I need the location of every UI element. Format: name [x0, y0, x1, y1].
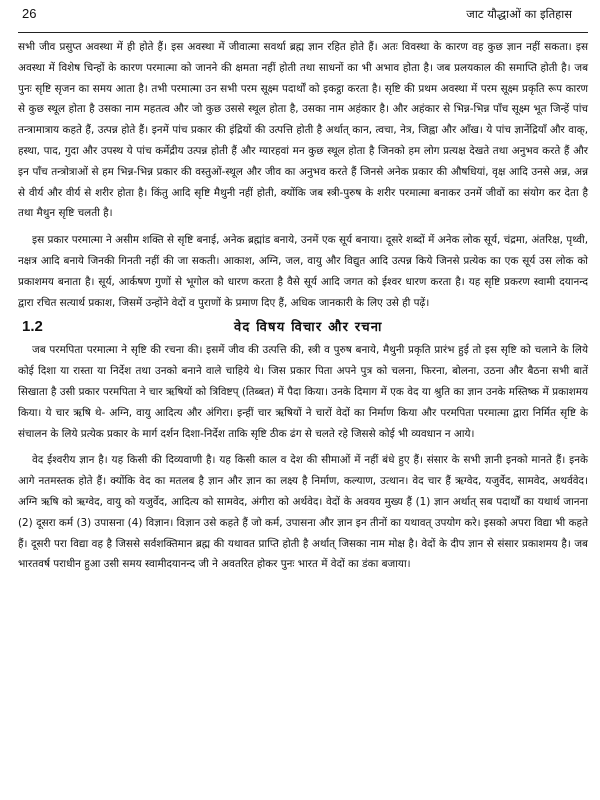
body-paragraph: इस प्रकार परमात्मा ने असीम शक्ति से सृष्टि बनाई, अनेक ब्रह्मांड बनाये, उनमें एक सूर्य बनाया। दूसरे शब्दों में अनेक लोक सूर्य, चंद्रमा, अंतरिक्ष, पृथ्वी, नक्षत्र आदि बनाये जिनकी गिनती नहीं की जा सकती। आकाश, अग्नि, जल, वायु और विद्युत आदि उत्पन्न किये जिनसे प्रत्येक का एक सूर्य उस लोक को प्रकाशमय बनाता है। सूर्य, आर्कषण गुणों से भूगोल को धारण करता है वैसे सूर्य आदि जगत को ईश्वर धारण करता है। यह सृष्टि प्रकरण स्वामी दयानन्द द्वारा रचित सत्यार्थ प्रकाश, जिसमें उन्होंने वेदों व पुराणों के प्रमाण दिए हैं, अधिक जानकारी के लिए उसे ही पढ़ें।	[18, 234, 588, 309]
header-divider	[18, 32, 588, 33]
section-title: वेद विषय विचार और रचना	[234, 320, 383, 336]
page-number: 26	[22, 6, 37, 21]
body-paragraph: वेद ईश्वरीय ज्ञान है। यह किसी की दिव्यवाणी है। यह किसी काल व देश की सीमाओं में नहीं बंधे हुए हैं। संसार के सभी ज्ञानी इनको मानते हैं। इनके आगे नतमस्तक होते हैं। क्योंकि वेद का मतलब है ज्ञान और ज्ञान का लक्ष्य है निर्माण, कल्याण, उत्थान। वेद चार हैं ऋग्वेद, यजुर्वेद, सामवेद, अथर्ववेद। अग्नि ऋषि को ऋग्वेद, वायु को यजुर्वेद, आदित्य को सामवेद, अंगीरा को अर्थवेद। वेदों के अवयव मुख्य हैं (1) ज्ञान अर्थात् सब पदार्थों का यथार्थ जानना (2) दूसरा कर्म (3) उपासना (4) विज्ञान। विज्ञान उसे कहते हैं जो कर्म, उपासना और ज्ञान इन तीनों का यथावत् उपयोग करे। इसको अपरा विद्या भी कहते हैं। दूसरी परा विद्या वह है जिससे सर्वशक्तिमान ब्रह्म की यथावत प्राप्ति होती है अर्थात् जिसका नाम मोक्ष है। वेदों के दीप ज्ञान से संसार प्रकाशमय है। जब भारतवर्ष पराधीन हुआ उसी समय स्वामीदयानन्द जी ने अवतरित होकर पुनः भारत में वेदों का डंका बजाया।	[18, 454, 588, 571]
body-paragraph: सभी जीव प्रसुप्त अवस्था में ही होते हैं। इस अवस्था में जीवात्मा सवर्था ब्रह्म ज्ञान रहित होते हैं। अतः विवस्था के कारण वह कुछ ज्ञान नहीं सकता। इस अवस्था में विशेष चिन्हों के कारण परमात्मा को जानने की क्षमता नहीं होती तथा साधनों का भी अभाव होता है। जब प्रलयकाल की समाप्ति होती है। जब पुनः सृष्टि सृजन का समय आता है। तभी परमात्मा उन सभी परम सूक्ष्म पदार्थों को इकट्ठा करता है। सृष्टि की प्रथम अवस्था में परम सूक्ष्म प्रकृति रूप कारण से कुछ स्थूल होता है उसका नाम महतत्व और जो कुछ उससे स्थूल होता है, उसका नाम अहंकार है। और अहंकार से भिन्न-भिन्न पाँच सूक्ष्म भूत जिन्हें पांच तन्त्रामात्राय कहते हैं, उत्पन्न होते हैं। इनमें पांच प्रकार की इंद्रियों की उत्पत्ति होती है अर्थात् कान, त्वचा, नेत्र, जिह्वा और आँख। ये पांच ज्ञानेंद्रियाँ और वाक्, हस्था, पाद, गुदा और उपस्थ ये पांच कर्मेद्रीय उत्पन्न होती हैं और ग्यारहवां मन कुछ स्थूल होता है जिनको हम लोग प्रत्यक्ष देखते तथा अनुभव करते हैं और इन पाँच तन्त्रोत्राओं से हम भिन्न-भिन्न प्रकार की वस्तुओं-स्थूल और जीव का अनुभव करते हैं जिनसे अनेक प्रकार की औषधियां, वृक्ष आदि उनसे अन्न, अन्न से वीर्य और वीर्य से शरीर होता है। किंतु आदि सृष्टि मैथुनी नहीं होती, क्योंकि जब स्त्री-पुरुष के शरीर परमात्मा बनाकर उनमें जीवों का संयोग कर देता है तथा मैथुन सृष्टि चलती है।	[18, 41, 588, 220]
section-heading	[18, 314, 588, 338]
section-number: 1.2	[22, 317, 43, 335]
body-paragraph: जब परमपिता परमात्मा ने सृष्टि की रचना की। इसमें जीव की उत्पत्ति की, स्त्री व पुरुष बनाये, मैथुनी प्रकृति प्रारंभ हुई तो इस सृष्टि को चलाने के लिये कोई दिशा या रास्ता या निर्देश तथा उनको बनाने वाले चाहिये थे। जिस प्रकार पिता अपने पुत्र को चलना, फिरना, बोलना, उठना और बैठना सभी बातें सिखाता है उसी प्रकार परमपिता ने चार ऋषियों को त्रिविष्टप् (तिब्बत) में पैदा किया। उनके दिमाग में एक वेद या श्रुति का ज्ञान उनके मस्तिष्क में प्रकाशमय किया। ये चार ऋषि थे- अग्नि, वायु आदित्य और अंगिरा। इन्हीं चार ऋषियों ने चारों वेदों का निर्माण किया और परमपिता परमात्मा द्वारा निर्मित सृष्टि के संचालन के लिये प्रत्येक प्रकार के मार्ग दर्शन दिशा-निर्देश ताकि सृष्टि ठीक ढंग से चलते रहे जिससे कोई भी व्यवधान न आये।	[18, 344, 588, 440]
running-header	[18, 6, 588, 30]
running-book-title: जाट यौद्धाओं का इतिहास	[466, 7, 572, 21]
